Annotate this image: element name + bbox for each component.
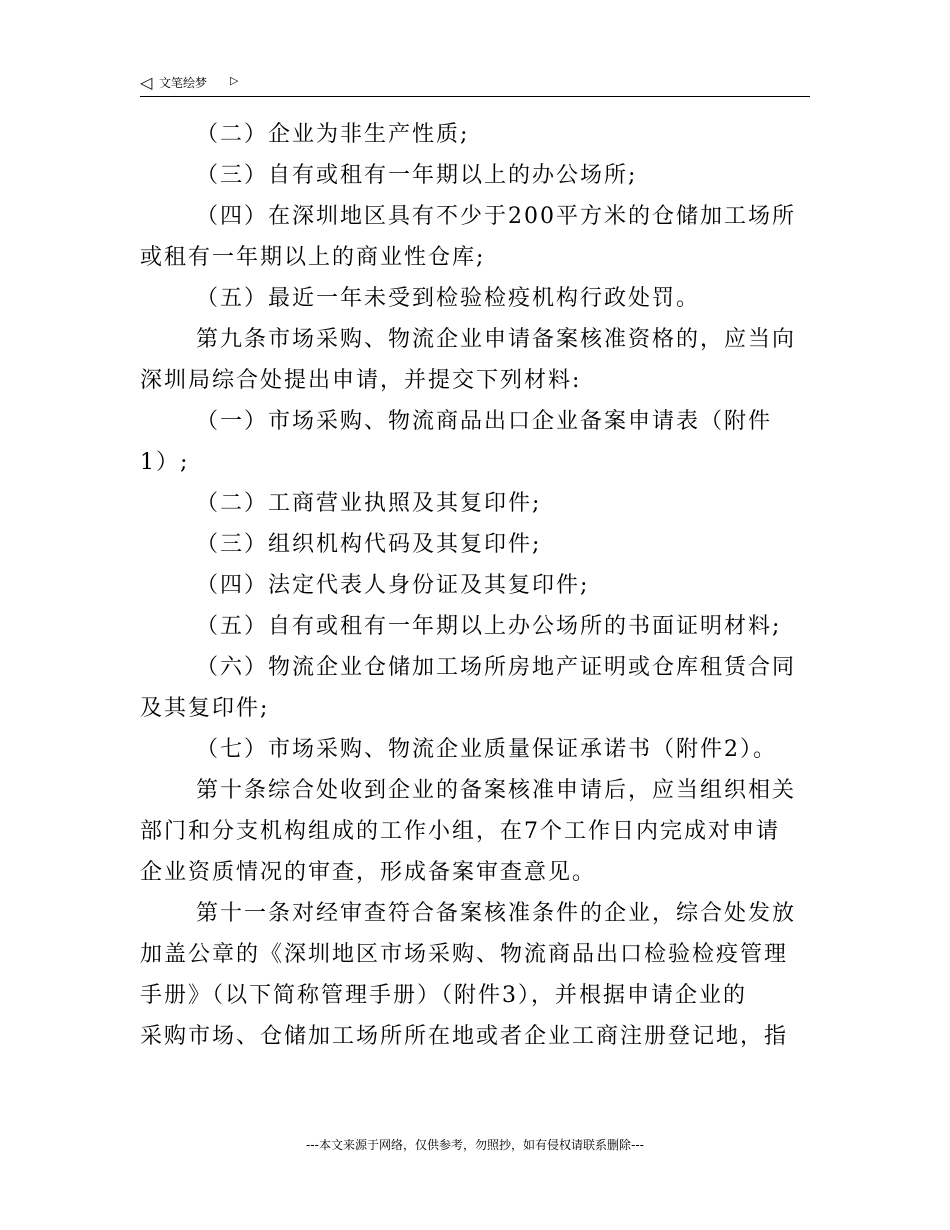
text-line: 部门和分支机构组成的工作小组，在7个工作日内完成对申请 — [140, 819, 780, 844]
triangle-left-icon: ◁ — [140, 73, 153, 92]
header-title: 文笔绘梦 — [159, 76, 208, 90]
page-header — [140, 72, 810, 97]
text-line: （四）在深圳地区具有不少于200平方米的仓储加工场所 — [196, 204, 796, 229]
text-line: 采购市场、仓储加工场所所在地或者企业工商注册登记地，指 — [140, 1024, 789, 1049]
text-line: （三）自有或租有一年期以上的办公场所; — [196, 163, 638, 188]
text-line: （六）物流企业仓储加工场所房地产证明或仓库租赁合同 — [196, 655, 797, 680]
text-line: 或租有一年期以上的商业性仓库; — [140, 245, 486, 270]
text-line: 手册》（以下简称管理手册）（附件3），并根据申请企业的 — [140, 983, 747, 1008]
text-line: 加盖公章的《深圳地区市场采购、物流商品出口检验检疫管理 — [140, 942, 789, 967]
text-line: 企业资质情况的审查，形成备案审查意见。 — [140, 860, 597, 885]
text-line: （七）市场采购、物流企业质量保证承诺书（附件2）。 — [196, 737, 777, 762]
text-line: 第十条综合处收到企业的备案核准申请后，应当组织相关 — [196, 778, 797, 803]
document-body — [140, 114, 812, 1057]
text-line: （五）最近一年未受到检验检疫机构行政处罚。 — [196, 286, 701, 311]
text-line: 第十一条对经审查符合备案核准条件的企业，综合处发放 — [196, 901, 797, 926]
text-line: （二）工商营业执照及其复印件; — [196, 491, 542, 516]
text-line: （四）法定代表人身份证及其复印件; — [196, 573, 590, 598]
text-line: （一）市场采购、物流商品出口企业备案申请表（附件 — [196, 409, 773, 434]
text-line: 及其复印件; — [140, 696, 270, 721]
text-line: （五）自有或租有一年期以上办公场所的书面证明材料; — [196, 614, 782, 639]
text-line: 1）; — [140, 450, 190, 475]
text-line: 第九条市场采购、物流企业申请备案核准资格的，应当向 — [196, 327, 797, 352]
triangle-right-icon: ▷ — [230, 74, 239, 87]
text-line: 深圳局综合处提出申请，并提交下列材料: — [140, 368, 582, 393]
text-line: （三）组织机构代码及其复印件; — [196, 532, 542, 557]
text-line: （二）企业为非生产性质; — [196, 122, 470, 147]
footer-disclaimer: ---本文来源于网络，仅供参考，勿照抄，如有侵权请联系删除--- — [306, 1138, 644, 1152]
